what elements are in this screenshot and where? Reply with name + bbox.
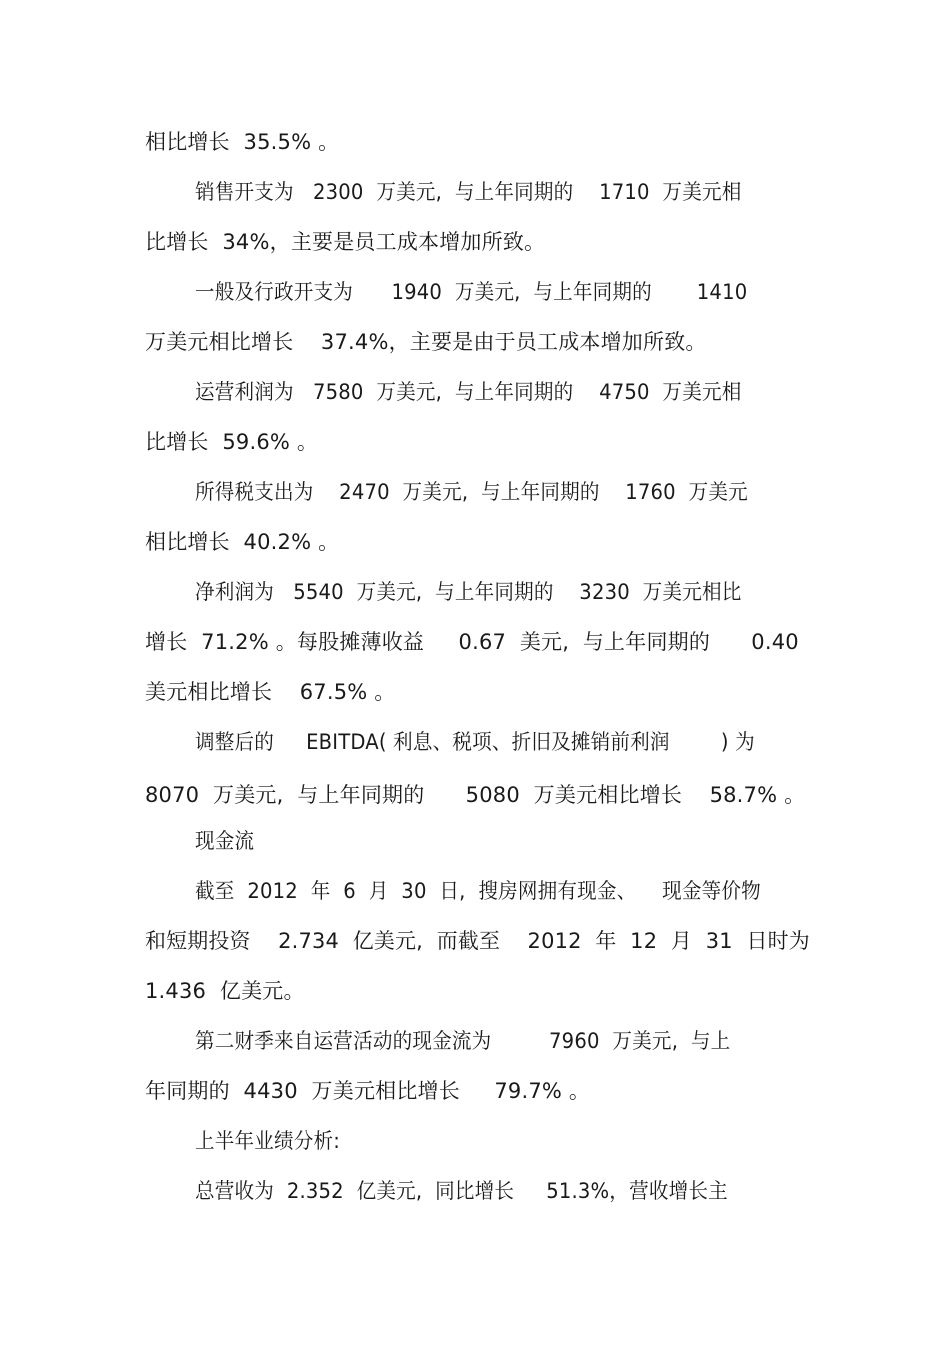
text-line: 相比增长 40.2% 。 (145, 530, 340, 554)
text-line: 美元相比增长 67.5% 。 (145, 680, 396, 704)
text-line: 一般及行政开支为 1940 万美元, 与上年同期的 1410 (195, 280, 748, 304)
text-line: 万美元相比增长 37.4%，主要是由于员工成本增加所致。 (145, 330, 707, 354)
text-line: 增长 71.2% 。每股摊薄收益 0.67 美元, 与上年同期的 0.40 (145, 630, 799, 654)
text-line: 比增长 34%，主要是员工成本增加所致。 (145, 230, 546, 254)
text-line: 运营利润为 7580 万美元, 与上年同期的 4750 万美元相 (195, 380, 742, 404)
section-heading-cash-flow: 现金流 (195, 829, 255, 853)
text-line: 1.436 亿美元。 (145, 979, 305, 1003)
text-line: 销售开支为 2300 万美元, 与上年同期的 1710 万美元相 (195, 180, 742, 204)
text-line: 调整后的 EBITDA( 利息、税项、折旧及摊销前利润 ) 为 (195, 730, 755, 754)
text-line: 净利润为 5540 万美元, 与上年同期的 3230 万美元相比 (195, 580, 742, 604)
text-line: 相比增长 35.5% 。 (145, 130, 340, 154)
text-line: 和短期投资 2.734 亿美元, 而截至 2012 年 12 月 31 日时为 (145, 929, 810, 953)
text-line: 所得税支出为 2470 万美元, 与上年同期的 1760 万美元 (195, 480, 748, 504)
text-line: 第二财季来自运营活动的现金流为 7960 万美元, 与上 (195, 1029, 731, 1053)
text-line: 8070 万美元, 与上年同期的 5080 万美元相比增长 58.7% 。 (145, 783, 806, 807)
section-heading-half-year: 上半年业绩分析: (195, 1129, 341, 1153)
text-line: 截至 2012 年 6 月 30 日, 搜房网拥有现金、 现金等价物 (195, 879, 761, 903)
text-line: 年同期的 4430 万美元相比增长 79.7% 。 (145, 1079, 591, 1103)
text-line: 比增长 59.6% 。 (145, 430, 319, 454)
text-line: 总营收为 2.352 亿美元, 同比增长 51.3%，营收增长主 (195, 1179, 728, 1203)
